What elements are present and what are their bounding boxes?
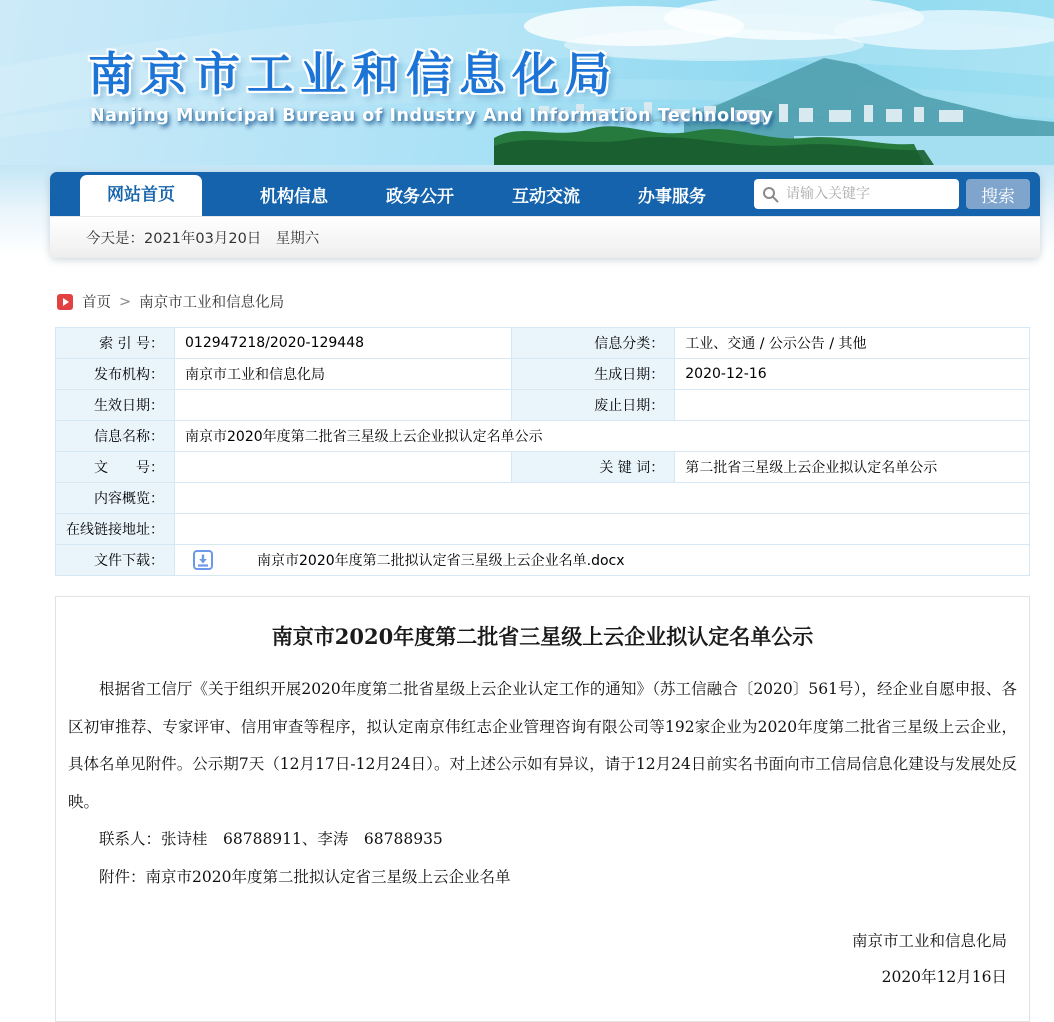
doc-no-label: 文 号：	[56, 452, 175, 483]
nav-tab-interaction[interactable]: 互动交流	[512, 186, 580, 207]
nav-tab-services[interactable]: 办事服务	[638, 186, 706, 207]
signature-block	[68, 924, 1017, 995]
contact-line: 联系人：张诗桂 68788911、李涛 68788935	[99, 830, 443, 848]
breadcrumb-current: 南京市工业和信息化局	[139, 295, 285, 311]
table-row	[56, 514, 1030, 545]
created-date-value: 2020-12-16	[675, 359, 1030, 390]
breadcrumb-arrow-icon	[57, 294, 73, 310]
online-link-label: 在线链接地址：	[56, 514, 175, 545]
article-title: 南京市2020年度第二批省三星级上云企业拟认定名单公示	[271, 624, 814, 649]
index-no-label: 索 引 号：	[56, 328, 175, 359]
site-banner	[0, 0, 1054, 165]
current-date-text: 今天是：2021年03月20日 星期六	[86, 231, 320, 247]
table-row	[56, 328, 1030, 359]
attachment-line: 附件：南京市2020年度第二批拟认定省三星级上云企业名单	[99, 867, 511, 886]
effective-date-label: 生效日期：	[56, 390, 175, 421]
overview-value	[175, 483, 1030, 514]
doc-no-value	[175, 452, 512, 483]
date-bar	[50, 216, 1040, 258]
table-row	[56, 359, 1030, 390]
article-paragraph: 根据省工信厅《关于组织开展2020年度第二批省星级上云企业认定工作的通知》（苏工信融合〔2020〕561号），经企业自愿申报、各区初审推荐、专家评审、信用审查等程序，拟认定南京伟红志企业管理咨询有限公司等192家企业为2020年度第二批省三星级上云企业，具体名单见附件。公示期7天（12月17日-12月24日）。对上述公示如有异议，请于12月24日前实名书面向市工信局信息化建设与发展处反映。	[68, 680, 1017, 811]
search-box	[754, 179, 959, 209]
search-area	[754, 179, 1030, 209]
signature-date: 2020年12月16日	[881, 967, 1007, 986]
nav-card	[50, 172, 1040, 258]
keywords-value: 第二批省三星级上云企业拟认定名单公示	[675, 452, 1030, 483]
online-link-value	[175, 514, 1030, 545]
nav-tab-home[interactable]: 网站首页	[80, 175, 202, 216]
breadcrumb	[57, 291, 1054, 312]
created-date-label: 生成日期：	[511, 359, 675, 390]
info-name-label: 信息名称：	[56, 421, 175, 452]
download-file-link[interactable]: 南京市2020年度第二批拟认定省三星级上云企业名单.docx	[257, 553, 625, 569]
search-input[interactable]	[786, 186, 946, 202]
banner-fade-band	[0, 165, 1054, 265]
search-button[interactable]: 搜索	[966, 179, 1030, 209]
table-row	[56, 390, 1030, 421]
download-cell	[185, 550, 1019, 570]
repeal-date-value	[675, 390, 1030, 421]
publisher-value: 南京市工业和信息化局	[175, 359, 512, 390]
table-row	[56, 421, 1030, 452]
category-label: 信息分类：	[511, 328, 675, 359]
publisher-label: 发布机构：	[56, 359, 175, 390]
table-row	[56, 452, 1030, 483]
main-navigation	[50, 172, 1040, 216]
table-row	[56, 545, 1030, 576]
effective-date-value	[175, 390, 512, 421]
overview-label: 内容概览：	[56, 483, 175, 514]
site-title: 南京市工业和信息化局	[88, 47, 618, 101]
nav-tab-organization[interactable]: 机构信息	[260, 186, 328, 207]
table-row	[56, 483, 1030, 514]
article-panel	[55, 596, 1030, 1022]
download-label: 文件下载：	[56, 545, 175, 576]
signature-org: 南京市工业和信息化局	[851, 932, 1007, 950]
category-value: 工业、交通 / 公示公告 / 其他	[675, 328, 1030, 359]
breadcrumb-home-link[interactable]: 首页	[82, 295, 111, 311]
download-icon[interactable]	[193, 550, 213, 570]
breadcrumb-separator: >	[119, 293, 132, 310]
keywords-label: 关 键 词：	[511, 452, 675, 483]
site-subtitle-english: Nanjing Municipal Bureau of Industry And Information Technology	[90, 106, 774, 126]
repeal-date-label: 废止日期：	[511, 390, 675, 421]
index-no-value: 012947218/2020-129448	[175, 328, 512, 359]
info-name-value: 南京市2020年度第二批省三星级上云企业拟认定名单公示	[175, 421, 1030, 452]
document-info-table	[55, 327, 1030, 576]
search-icon	[762, 186, 779, 203]
nav-tab-gov-affairs[interactable]: 政务公开	[386, 186, 454, 207]
